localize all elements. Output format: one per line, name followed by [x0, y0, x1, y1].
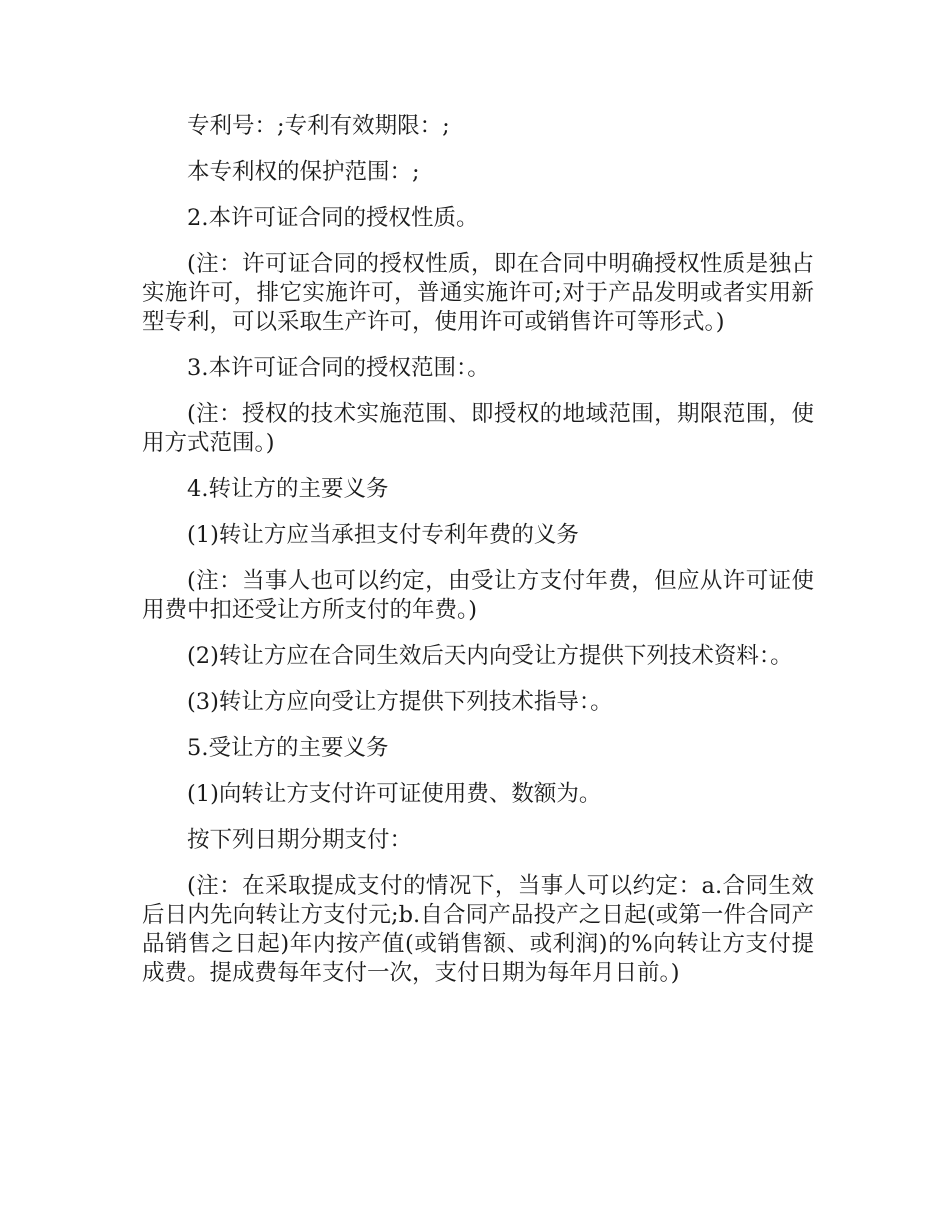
paragraph-licensor-obligations-heading: 4.转让方的主要义务 [187, 476, 389, 502]
paragraph-royalty-note: (注：在采取提成支付的情况下，当事人可以约定：a.合同生效后日内先向转让方支付元;b.自合同产品投产之日起(或第一件合同产品销售之日起)年内按产值(或销售额、或利润)的%向转让方支付提成费。提成费每年支付一次，支付日期为每年月日前。) [142, 873, 814, 986]
paragraph-licensor-obligation-2: (2)转让方应在合同生效后天内向受让方提供下列技术资料：。 [187, 643, 793, 669]
paragraph-installment-payment: 按下列日期分期支付： [187, 827, 413, 853]
paragraph-licensee-obligations-heading: 5.受让方的主要义务 [187, 735, 389, 761]
paragraph-license-nature-note: (注：许可证合同的授权性质，即在合同中明确授权性质是独占实施许可，排它实施许可，普通实施许可;对于产品发明或者实用新型专利，可以采取生产许可，使用许可或销售许可等形式。) [142, 251, 814, 335]
paragraph-patent-number: 专利号：;专利有效期限：; [187, 113, 450, 139]
document-page [142, 112, 814, 1005]
paragraph-protection-scope: 本专利权的保护范围：; [187, 159, 420, 185]
paragraph-license-scope-note: (注：授权的技术实施范围、即授权的地域范围，期限范围，使用方式范围。) [142, 401, 814, 456]
paragraph-license-scope-heading: 3.本许可证合同的授权范围：。 [187, 355, 490, 381]
paragraph-licensee-obligation-1: (1)向转让方支付许可证使用费、数额为。 [187, 781, 602, 807]
paragraph-licensor-obligation-1: (1)转让方应当承担支付专利年费的义务 [187, 522, 579, 548]
paragraph-licensor-obligation-1-note: (注：当事人也可以约定，由受让方支付年费，但应从许可证使用费中扣还受让方所支付的年费。) [142, 568, 814, 623]
paragraph-licensor-obligation-3: (3)转让方应向受让方提供下列技术指导：。 [187, 689, 613, 715]
paragraph-license-nature-heading: 2.本许可证合同的授权性质。 [187, 205, 479, 231]
